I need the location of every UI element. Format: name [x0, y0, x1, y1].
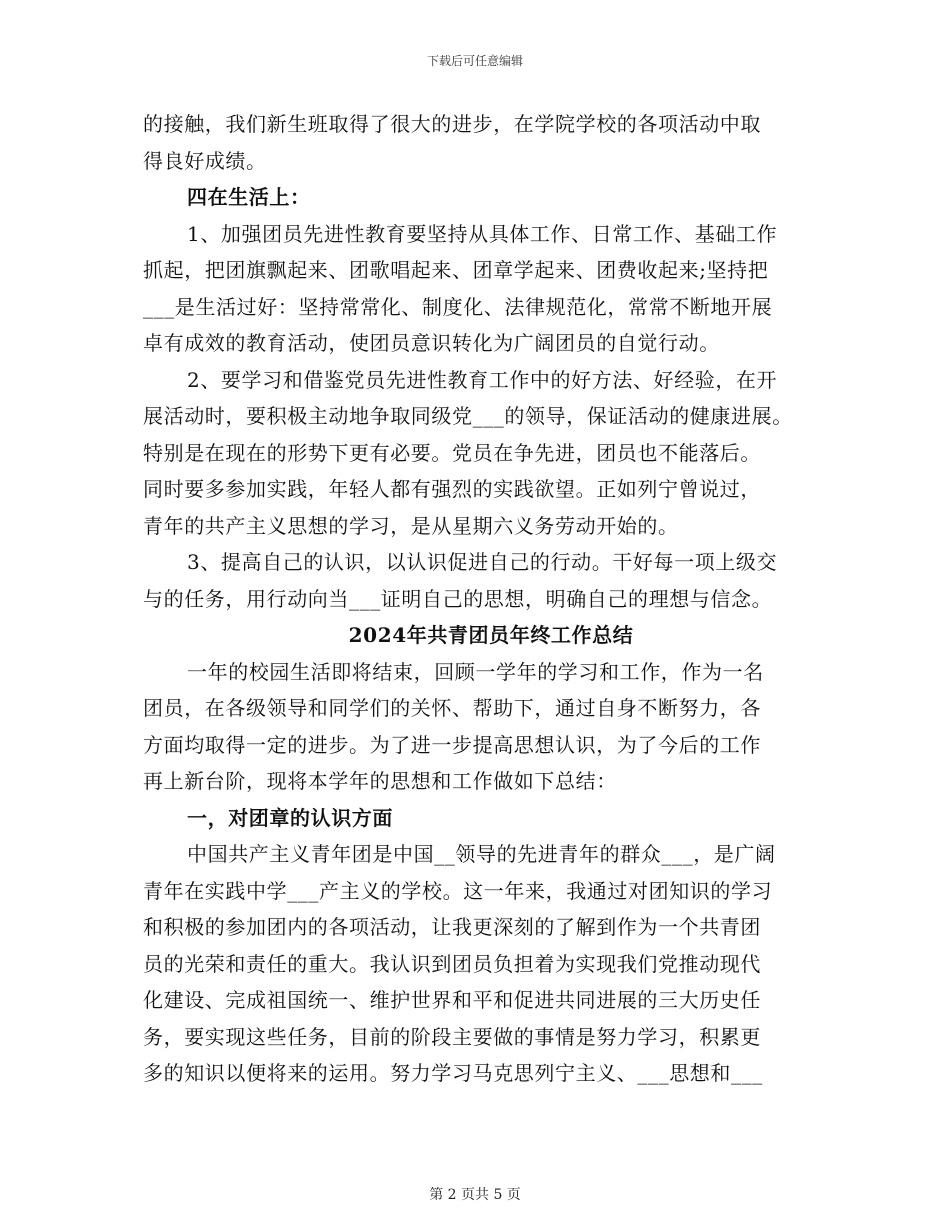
text-line: 得良好成绩。 [143, 148, 267, 173]
text-line: 2、要学习和借鉴党员先进性教育工作中的好方法、好经验，在开 [187, 367, 778, 392]
text-line: 与的任务，用行动向当___证明自己的思想，明确自己的理想与信念。 [143, 586, 773, 611]
text-line: 1、加强团员先进性教育要坚持从具体工作、日常工作、基础工作 [187, 221, 778, 246]
document-body [143, 106, 823, 1092]
text-line: 卓有成效的教育活动，使团员意识转化为广阔团员的自觉行动。 [143, 331, 720, 355]
text-line: 一年的校园生活即将结束，回顾一学年的学习和工作，作为一名 [187, 659, 764, 684]
text-line: 特别是在现在的形势下更有必要。党员在争先进，团员也不能落后。 [143, 440, 761, 465]
text-line: 同时要多参加实践，年轻人都有强烈的实践欲望。正如列宁曾说过， [143, 477, 761, 501]
text-line: 中国共产主义青年团是中国__领导的先进青年的群众___，是广阔 [187, 842, 776, 866]
section-heading: 四在生活上： [187, 185, 311, 209]
text-line: 员的光荣和责任的重大。我认识到团员负担着为实现我们党推动现代 [143, 951, 761, 976]
text-line: 多的知识以便将来的运用。努力学习马克思列宁主义、___思想和___ [143, 1061, 763, 1085]
text-line: 化建设、完成祖国统一、维护世界和平和促进共同进展的三大历史任 [143, 988, 761, 1012]
text-line: 务，要实现这些任务，目前的阶段主要做的事情是努力学习，积累更 [143, 1024, 761, 1049]
text-line: 和积极的参加团内的各项活动，让我更深刻的了解到作为一个共青团 [143, 915, 761, 939]
text-line: 青年的共产主义思想的学习，是从星期六义务劳动开始的。 [143, 513, 679, 538]
text-line: 团员，在各级领导和同学们的关怀、帮助下，通过自身不断努力，各 [143, 696, 761, 720]
text-line: 青年在实践中学___产主义的学校。这一年来，我通过对团知识的学习 [143, 878, 773, 903]
text-line: 展活动时，要积极主动地争取同级党___的领导，保证活动的健康进展。 [143, 404, 793, 428]
page-header: 下载后可任意编辑 [426, 54, 523, 68]
page-footer: 第 2 页共 5 页 [429, 1187, 521, 1203]
text-line: 3、提高自己的认识，以认识促进自己的行动。干好每一项上级交 [187, 550, 778, 574]
text-line: 抓起，把团旗飘起来、团歌唱起来、团章学起来、团费收起来;坚持把 [143, 258, 769, 282]
section-heading: 一，对团章的认识方面 [187, 805, 393, 830]
text-line: ___是生活过好：坚持常常化、制度化、法律规范化，常常不断地开展 [143, 294, 773, 319]
text-line: 的接触，我们新生班取得了很大的进步，在学院学校的各项活动中取 [143, 112, 761, 136]
section-title: 2024年共青团员年终工作总结 [348, 623, 634, 647]
text-line: 方面均取得一定的进步。为了进一步提高思想认识，为了今后的工作 [143, 732, 761, 757]
text-line: 再上新台阶，现将本学年的思想和工作做如下总结： [143, 769, 617, 793]
